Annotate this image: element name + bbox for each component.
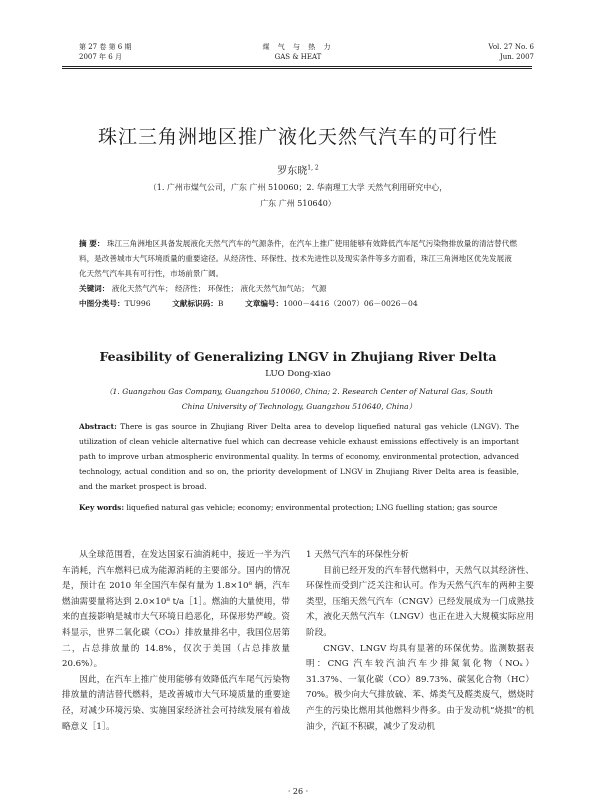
doc-code-value: B xyxy=(217,299,224,308)
issue-date: 2007 年 6 月 xyxy=(79,53,122,61)
abstract-en-text: There is gas source in Zhujiang River Delta area to develop liquefied natural gas vehicle (LNGV). The utilization of clean vehicle alternative fuel which can decrease vehicle exhaust emissions effectively is an important path to improve urban atmospheric environmental quality. In terms of economy, environmental protection, advanced technology, actual condition and so on, the priority development of LNGV in Zhujiang River Delta area is feasible, and the market prospect is broad. xyxy=(79,422,519,491)
journal-volume-info-en xyxy=(488,42,534,62)
body-column-right xyxy=(306,548,534,735)
article-no-value: 1000－4416（2007）06－0026－04 xyxy=(283,299,418,308)
header-rule-bottom xyxy=(62,68,532,69)
body-paragraph: 从全球范围看，在发达国家石油消耗中，接近一半为汽车消耗，汽车燃料已成为能源消耗的主要部分。国内的情况是，预计在 2010 年全国汽车保有量为 1.8×10⁸ 辆，汽车燃油需要量将达到 2.0×10⁸ t/a［1］。燃油的大量使用，带来的直接影响是城市大气环境日趋恶化，环保形势严峻。资料显示，世界二氧化碳（CO₂）排放量排名中，我国位居第二，占总排放量的 14.8%，仅次于美国（占总排放量 20.6%）。 xyxy=(62,550,290,670)
author-affil-sup: 1, 2 xyxy=(307,164,319,172)
body-paragraph: CNGV、LNGV 均具有显著的环保优势。监测数据表明：CNG 汽车较汽油汽车少排氮氧化物（NOₓ）31.37%、一氧化碳（CO）89.73%、碳氢化合物（HC）70%。极少向大气排放硫、苯、烯类气及醛类废气，燃烧时产生的污染比燃用其他燃料少得多。由于发动机“烧损”的机油少，汽缸不积碳，减少了发动机 xyxy=(306,643,534,732)
keywords-en-text: liquefied natural gas vehicle; economy; environmental protection; LNG fuelling station; gas source xyxy=(126,503,498,512)
page-number: · 26 · xyxy=(287,787,309,796)
clc-label: 中图分类号： xyxy=(79,299,125,308)
header-rule-top xyxy=(62,66,532,67)
volume-issue-en: Vol. 27 No. 6 xyxy=(488,43,534,51)
issue-date-en: Jun. 2007 xyxy=(499,53,534,61)
clc-value: TU996 xyxy=(124,299,151,308)
article-no-label: 文章编号： xyxy=(245,299,284,308)
abstract-cn-label: 摘 要： xyxy=(79,239,105,248)
abstract-en-label: Abstract: xyxy=(79,422,117,431)
affiliation-en-line2: China University of Technology, Guangzhou 510640, China） xyxy=(181,402,417,411)
journal-name-cn: 煤 气 与 热 力 xyxy=(262,43,334,51)
body-column-left xyxy=(62,548,290,735)
keywords-en-label: Key words: xyxy=(79,503,125,512)
keywords-en xyxy=(79,500,519,515)
keywords-cn-label: 关键词： xyxy=(79,284,110,293)
volume-issue: 第 27 卷 第 6 期 xyxy=(79,43,132,51)
classification-line xyxy=(79,296,519,311)
author-cn xyxy=(0,162,596,177)
author-name-en: LUO Dong-xiao xyxy=(265,369,331,379)
affiliation-en-line1: （1. Guangzhou Gas Company, Guangzhou 510060, China; 2. Research Center of Natural Gas, South xyxy=(104,387,494,396)
abstract-en xyxy=(79,419,519,494)
doc-code-label: 文献标识码： xyxy=(172,299,218,308)
affiliation-cn-line2: 广东 广州 510640） xyxy=(260,199,336,208)
journal-name-en: GAS & HEAT xyxy=(274,53,322,61)
affiliation-cn-line1: （1. 广州市煤气公司，广东 广州 510060；2. 华南理工大学 天然气利用研究中心， xyxy=(148,183,448,192)
section-heading: 1 天然气汽车的环保性分析 xyxy=(306,550,409,560)
body-paragraph: 因此，在汽车上推广使用能够有效降低汽车尾气污染物排放量的清洁替代燃料，是改善城市大气环境质量的重要途径，对减少环境污染、实施国家经济社会可持续发展有着战略意义［1］。 xyxy=(62,674,290,732)
abstract-cn xyxy=(79,236,519,311)
affiliation-en xyxy=(79,384,519,414)
abstract-cn-text: 珠江三角洲地区具备发展液化天然气汽车的气源条件，在汽车上推广使用能够有效降低汽车尾气污染物排放量的清洁替代燃料，是改善城市大气环境质量的重要途径。从经济性、环保性、技术先进性以及现实条件等多方面看，珠江三角洲地区优先发展液化天然气汽车具有可行性，市场前景广阔。 xyxy=(79,239,517,278)
keywords-cn xyxy=(79,281,519,296)
body-paragraph: 目前已经开发的汽车替代燃料中，天然气以其经济性、环保性而受到广泛关注和认可。作为天然气汽车的两种主要类型，压缩天然气汽车（CNGV）已经发展成为一门成熟技术，液化天然气汽车（LNGV）也正在进入大规模实际应用阶段。 xyxy=(306,565,534,638)
paper-title-en: Feasibility of Generalizing LNGV in Zhujiang River Delta xyxy=(99,349,497,364)
keywords-cn-text: 液化天然气汽车； 经济性； 环保性； 液化天然气加气站； 气源 xyxy=(111,284,327,293)
affiliation-cn xyxy=(110,180,486,212)
paper-title-cn: 珠江三角洲地区推广液化天然气汽车的可行性 xyxy=(97,126,498,148)
author-name-cn: 罗东晓 xyxy=(277,166,308,177)
